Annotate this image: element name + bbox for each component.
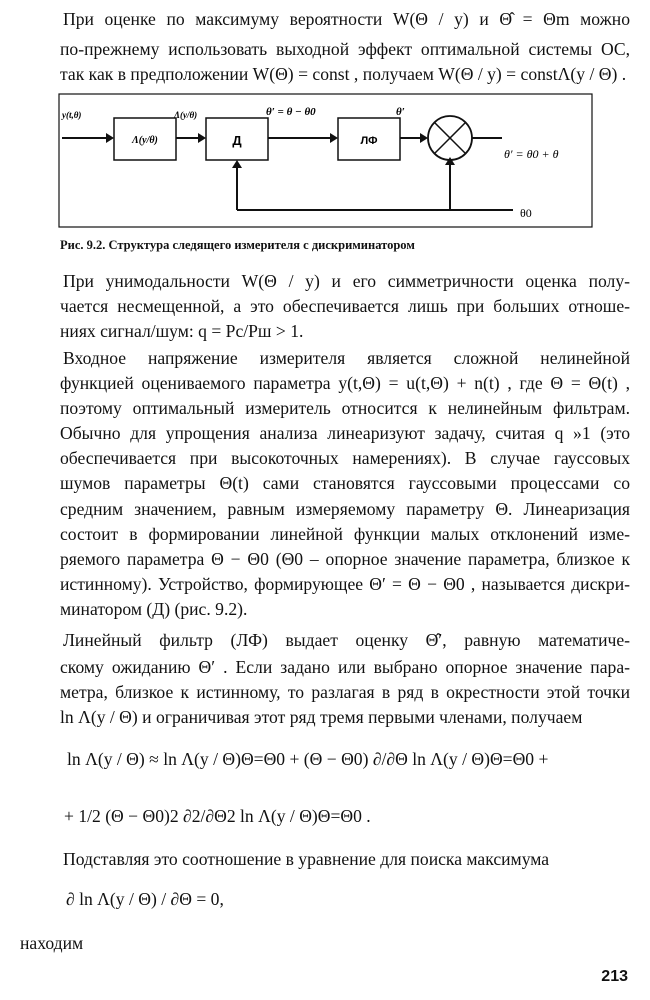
lambda-block-label: Λ(y/θ) (132, 135, 158, 146)
text-line: чается несмещенной, а это обеспечивается лишь при больших отноше- (60, 296, 630, 316)
text-line: метра, близкое к истинному, то разлагая в ряд в окрестности этой точки (60, 682, 630, 702)
text-line: скому ожиданию Θ′ . Если задано или выбрано опорное значение пара- (60, 657, 630, 677)
text-line: состоит в формировании линейной функции малых отклонений изме- (60, 524, 630, 544)
input-label: y(t,θ) (62, 110, 82, 120)
text-line: минатором (Д) (рис. 9.2). (60, 599, 248, 619)
text-line: по-прежнему использовать выходной эффект оптимальной системы ОС, (60, 39, 630, 59)
text-line: ln Λ(y / Θ) и ограничивая этот ряд тремя первыми членами, получаем (60, 707, 583, 727)
max-condition-formula: ∂ ln Λ(y / Θ) / ∂Θ = 0, (66, 889, 224, 909)
theta-prime-eq-label: θ′ = θ − θ0 (266, 106, 316, 118)
text-line: находим (20, 933, 84, 953)
page-number: 213 (601, 968, 628, 985)
discriminator-label: Д (232, 133, 242, 148)
theta-prime-label: θ′ (396, 106, 405, 118)
block-diagram (58, 93, 593, 228)
text-line: средним значением, равным измеряемому параметру Θ. Линеаризация (60, 499, 630, 519)
lambda-to-d-arrowhead (198, 133, 206, 143)
d-to-filter-arrowhead (330, 133, 338, 143)
figure-caption: Рис. 9.2. Структура следящего измерителя с дискриминатором (60, 238, 415, 252)
feedback-label: θ0 (520, 206, 532, 220)
text-line: обеспечивается при высокоточных намерениях). В случае гауссовых (60, 448, 630, 468)
text-line: Линейный фильтр (ЛФ) выдает оценку Θ̂′, равную математиче- (63, 630, 630, 650)
filter-label: ЛФ (360, 135, 378, 147)
text-line: функцией оцениваемого параметра y(t,Θ) = u(t,Θ) + n(t) , где Θ = Θ(t) , (60, 373, 630, 393)
lambda-out-label: Λ(y/θ) (174, 110, 198, 120)
text-line: поэтому оптимальный измеритель относится к нелинейным фильтрам. (60, 398, 630, 418)
text-line: ряемого параметра Θ − Θ0 (Θ0 – опорное значение параметра, близкое к (60, 549, 630, 569)
text-line: Подставляя это соотношение в уравнение для поиска максимума (63, 849, 550, 869)
text-line: ниях сигнал/шум: q = Pc/Pш > 1. (60, 321, 304, 341)
expansion-formula-line1: ln Λ(y / Θ) ≈ ln Λ(y / Θ)Θ=Θ0 + (Θ − Θ0) ∂/∂Θ ln Λ(y / Θ)Θ=Θ0 + (67, 749, 549, 769)
text-line: Обычно для упрощения анализа линеаризуют задачу, считая q »1 (это (60, 423, 630, 443)
input-arrowhead (106, 133, 114, 143)
text-line: шумов параметры Θ(t) сами становятся гауссовыми процессами со (60, 473, 630, 493)
filter-to-sum-arrowhead (420, 133, 428, 143)
output-eq-label: θ′ = θ0 + θ (504, 147, 559, 161)
expansion-formula-line2: + 1/2 (Θ − Θ0)2 ∂2/∂Θ2 ln Λ(y / Θ)Θ=Θ0 . (64, 806, 371, 826)
text-line: Входное напряжение измерителя является сложной нелинейной (63, 348, 630, 368)
text-line: При унимодальности W(Θ / y) и его симметричности оценка полу- (63, 271, 630, 291)
text-line: так как в предположении W(Θ) = const , получаем W(Θ / y) = constΛ(y / Θ) . (60, 64, 627, 84)
text-line: истинному). Устройство, формирующее Θ′ = Θ − Θ0 , называется дискри- (60, 574, 630, 594)
feedback-arrowhead (232, 160, 242, 168)
text-line: При оценке по максимуму вероятности W(Θ / y) и Θ̂ = Θm можно (63, 9, 630, 29)
